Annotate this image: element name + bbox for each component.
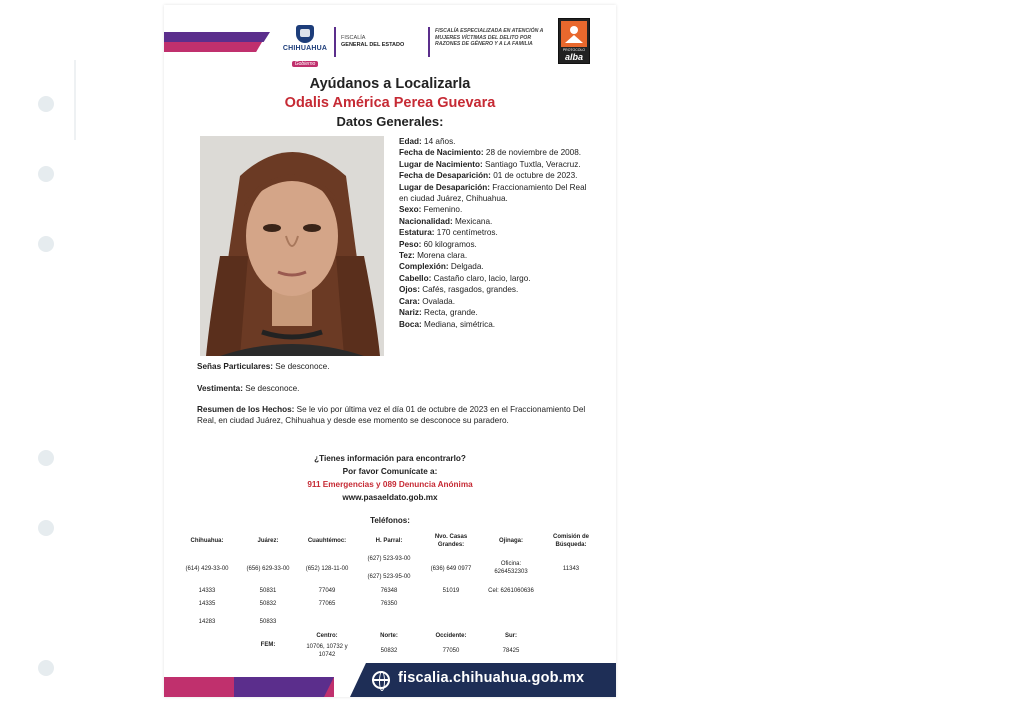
person-photo — [200, 136, 384, 356]
missing-person-poster — [164, 5, 616, 697]
chihuahua-logo-name: CHIHUAHUA — [282, 45, 328, 52]
magenta-stripe — [164, 42, 262, 52]
fiscalia-line2: GENERAL DEL ESTADO — [341, 42, 405, 48]
phone-casas-grandes-main: (636) 649 0977 — [430, 566, 472, 572]
detail-disappearance-date: Fecha de Desaparición: 01 de octubre de 2023. — [399, 171, 578, 181]
footer-purple-stripe — [234, 677, 334, 697]
background-divider — [74, 60, 76, 140]
phone-parral-ext: 76348 — [380, 588, 398, 594]
phone-ojinaga-office: 6264532303 — [494, 569, 528, 575]
detail-hair: Cabello: Castaño claro, lacio, largo. — [399, 273, 531, 283]
header-divider — [334, 27, 336, 57]
emergency-numbers: 911 Emergencias y 089 Denuncia Anónima — [307, 480, 473, 489]
background-dot-icon — [38, 450, 54, 466]
detail-face: Cara: Ovalada. — [399, 296, 455, 306]
detail-nationality: Nacionalidad: Mexicana. — [399, 216, 493, 226]
background-dot-icon — [38, 520, 54, 536]
contact-question: ¿Tienes información para encontrarlo? — [314, 454, 466, 463]
phone-header-cuauhtemoc: Cuauhtémoc: — [307, 538, 347, 544]
phone-header-parral: H. Parral: — [375, 538, 403, 544]
phone-header-ojinaga: Ojinaga: — [498, 538, 523, 544]
phone-chihuahua-main: (614) 429-33-00 — [185, 566, 229, 572]
phone-juarez-ext: 50833 — [259, 619, 277, 625]
fem-occidente: 77050 — [442, 648, 460, 654]
phone-parral-ext: 76350 — [380, 601, 398, 607]
detail-nose: Nariz: Recta, grande. — [399, 308, 478, 318]
detail-build: Complexión: Delgada. — [399, 262, 484, 272]
fem-centro: 10742 — [318, 652, 336, 658]
phone-header-comision: Comisión de Búsqueda: — [552, 534, 589, 548]
phone-ojinaga-cell: Cel: 6261060636 — [488, 588, 534, 594]
clothing: Vestimenta: Se desconoce. — [197, 384, 300, 393]
fem-header-centro: Centro: — [316, 633, 338, 639]
incident-summary: Resumen de los Hechos: Se le vio por última vez el día 01 de octubre de 2023 en el Fraccionamiento Del Real, en ciudad Juárez, Chihuahua y desde ese momento se desconoce su paradero. — [197, 405, 586, 426]
phone-comision: 11343 — [562, 566, 580, 572]
general-data-title: Datos Generales: — [336, 114, 444, 129]
alba-protocol-label: PROTOCOLO — [562, 48, 586, 52]
phones-title: Teléfonos: — [370, 516, 410, 525]
header-stripes — [164, 32, 270, 52]
detail-birth-place: Lugar de Nacimiento: Santiago Tuxtla, Veracruz. — [399, 159, 581, 169]
chihuahua-logo-tag: Gobierno — [292, 61, 319, 67]
phone-parral-main: (627) 523-93-00 — [367, 556, 411, 562]
detail-age: Edad: 14 años. — [399, 137, 456, 146]
fem-norte: 50832 — [380, 648, 398, 654]
background-check-icon — [38, 166, 54, 182]
fiscalia-general-label — [341, 35, 404, 49]
phone-chihuahua-ext: 14333 — [198, 588, 216, 594]
footer-url[interactable]: fiscalia.chihuahua.gob.mx — [398, 670, 585, 686]
detail-height: Estatura: 170 centímetros. — [399, 228, 498, 238]
alba-word: alba — [564, 52, 583, 62]
distinguishing-marks: Señas Particulares: Se desconoce. — [197, 362, 330, 371]
phone-parral-alt: (627) 523-95-00 — [367, 574, 411, 580]
phone-juarez-main: (656) 629-33-00 — [246, 566, 290, 572]
background-chevron-icon — [38, 660, 54, 676]
alba-figure-icon — [561, 21, 587, 47]
person-name: Odalis América Perea Guevara — [284, 95, 496, 111]
alba-protocol-logo — [558, 18, 590, 64]
contact-please: Por favor Comunícate a: — [342, 467, 438, 476]
person-photo-illustration — [200, 136, 384, 356]
fem-sur: 78425 — [502, 648, 520, 654]
general-data-list — [399, 136, 589, 330]
phone-juarez-ext: 50831 — [259, 588, 277, 594]
fem-centro: 10706, 10732 y — [306, 644, 348, 650]
fiscalia-especializada-label: FISCALÍA ESPECIALIZADA EN ATENCIÓN A MUJERES VÍCTIMAS DEL DELITO POR RAZONES DE GÉNERO Y A LA FAMILIA — [435, 28, 544, 48]
globe-icon — [372, 671, 390, 689]
fem-header-occidente: Occidente: — [435, 633, 467, 639]
detail-eyes: Ojos: Cafés, rasgados, grandes. — [399, 285, 519, 295]
purple-stripe — [164, 32, 270, 42]
chihuahua-logo — [282, 25, 328, 65]
background-check-icon — [38, 236, 54, 252]
fiscalia-line1: FISCALÍA — [341, 35, 366, 41]
phone-casas-grandes-ext: 51019 — [442, 588, 460, 594]
fem-header-norte: Norte: — [380, 633, 398, 639]
phone-cuauhtemoc-ext: 77049 — [318, 588, 336, 594]
phone-header-chihuahua: Chihuahua: — [190, 538, 224, 544]
phone-cuauhtemoc-ext: 77065 — [318, 601, 336, 607]
phone-header-juarez: Juárez: — [257, 538, 279, 544]
phone-chihuahua-ext: 14283 — [198, 619, 216, 625]
detail-birth-date: Fecha de Nacimiento: 28 de noviembre de 2008. — [399, 148, 582, 158]
detail-sex: Sexo: Femenino. — [399, 205, 463, 215]
help-title: Ayúdanos a Localizarla — [309, 76, 471, 92]
phone-chihuahua-ext: 14335 — [198, 601, 216, 607]
detail-skin: Tez: Morena clara. — [399, 251, 468, 261]
phone-ojinaga-label: Oficina: — [500, 561, 522, 567]
detail-disappearance-place: Lugar de Desaparición: Fraccionamiento Del Real en ciudad Juárez, Chihuahua. — [399, 182, 587, 204]
phone-cuauhtemoc-main: (652) 128-11-00 — [305, 566, 349, 572]
phone-header-casas-grandes: Nvo. Casas Grandes: — [434, 534, 468, 548]
detail-mouth: Boca: Mediana, simétrica. — [399, 319, 496, 329]
shield-icon — [296, 25, 314, 43]
fem-header-sur: Sur: — [505, 633, 517, 639]
header-divider — [428, 27, 430, 57]
fem-label: FEM: — [260, 642, 276, 648]
background-page-left — [0, 0, 160, 707]
detail-weight: Peso: 60 kilogramos. — [399, 239, 477, 249]
phone-juarez-ext: 50832 — [259, 601, 277, 607]
contact-website[interactable]: www.pasaeldato.gob.mx — [342, 493, 438, 502]
background-check-icon — [38, 96, 54, 112]
